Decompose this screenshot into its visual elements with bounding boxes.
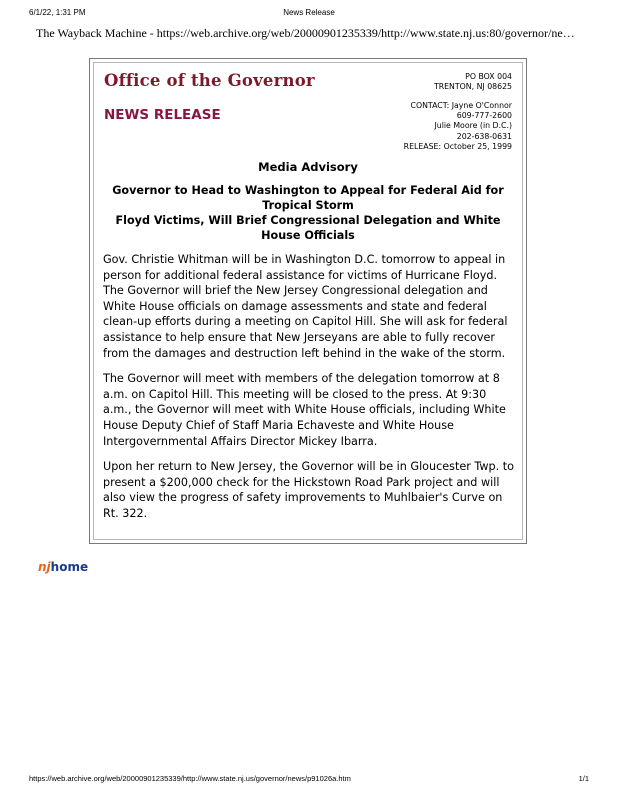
headline	[104, 183, 512, 243]
nj-logo-text: nj	[38, 560, 51, 574]
paragraph: Upon her return to New Jersey, the Governor will be in Gloucester Twp. to present a $200,000 check for the Hickstown Road Park project and will also view the progress of safety improvements to Muhlbaier's Curve on Rt. 322.	[103, 460, 514, 520]
contact-line: CONTACT: Jayne O'Connor	[410, 101, 512, 110]
address-line: TRENTON, NJ 08625	[433, 82, 512, 91]
contact-line: 202-638-0631	[456, 131, 512, 141]
media-advisory-heading: Media Advisory	[258, 160, 358, 174]
article-body	[103, 252, 514, 532]
news-release-inner-frame	[93, 62, 523, 540]
news-release-frame	[89, 58, 527, 544]
print-datetime: 6/1/22, 1:31 PM	[29, 8, 86, 17]
headline-line: Governor to Head to Washington to Appeal for Federal Aid for Tropical Storm	[112, 184, 504, 212]
headline-line: Floyd Victims, Will Brief Congressional Delegation and White House Officials	[115, 214, 501, 242]
print-page-title: News Release	[283, 8, 335, 17]
release-date: RELEASE: October 25, 1999	[403, 141, 512, 151]
paragraph: Gov. Christie Whitman will be in Washington D.C. tomorrow to appeal in person for additional federal assistance for victims of Hurricane Floyd. The Governor will brief the New Jersey Congressional delegation and White House officials on damage assessments and state and federal clean-up efforts during a meeting on Capitol Hill. She will ask for federal assistance to help ensure that New Jerseyans are able to fully recover from the damages and destruction left behind in the wake of the storm.	[103, 253, 508, 360]
wayback-title: The Wayback Machine - https://web.archive.org/web/20000901235339/http://www.state.nj.us:80/governor/ne…	[36, 26, 575, 40]
nj-home-link[interactable]	[38, 560, 88, 574]
news-release-label: NEWS RELEASE	[104, 107, 221, 123]
contact-line: 609-777-2600	[456, 111, 512, 121]
paragraph: The Governor will meet with members of the delegation tomorrow at 8 a.m. on Capitol Hill. This meeting will be closed to the press. At 9:30 a.m., the Governor will meet with White House officials, including White House Deputy Chief of Staff Maria Echaveste and White House Intergovernmental Affairs Director Mickey Ibarra.	[103, 372, 506, 448]
home-text: home	[50, 560, 89, 574]
office-of-governor-logo: Office of the Governor	[104, 71, 315, 90]
footer-url: https://web.archive.org/web/20000901235339/http://www.state.nj.us/governor/news/p91026a.htm	[29, 774, 351, 783]
contact-line: Julie Moore (in D.C.)	[434, 121, 512, 131]
address-block	[434, 72, 512, 92]
contact-block	[404, 101, 512, 152]
address-line: PO BOX 004	[465, 72, 512, 81]
footer-page-number: 1/1	[578, 774, 589, 783]
